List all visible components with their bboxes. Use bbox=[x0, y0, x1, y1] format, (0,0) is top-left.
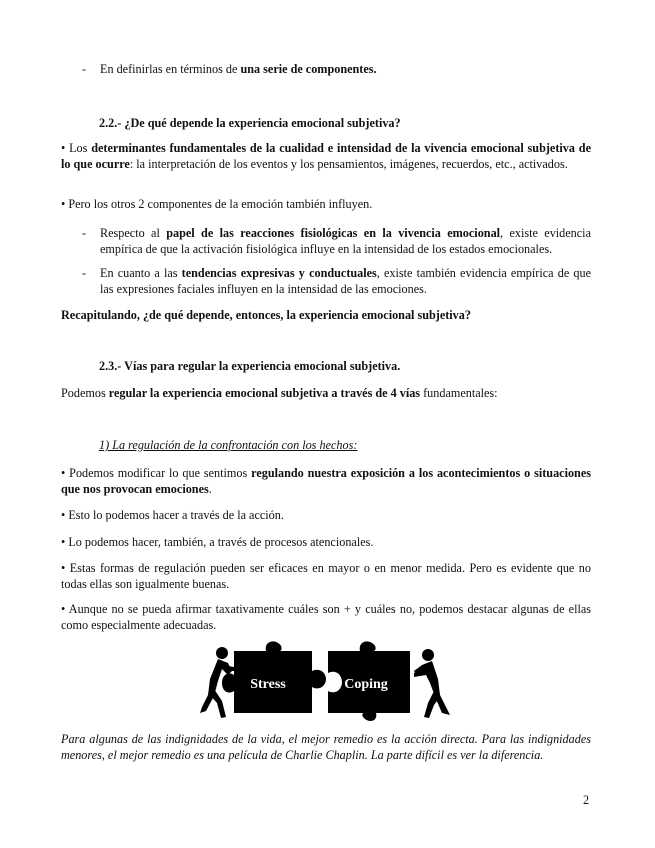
page-number: 2 bbox=[583, 793, 590, 807]
dash-bullet: - bbox=[82, 266, 87, 280]
paragraph-atencionales: • Lo podemos hacer, también, a través de procesos atencionales. bbox=[61, 535, 374, 549]
paragraph-accion: • Esto lo podemos hacer a través de la acción. bbox=[61, 508, 284, 522]
stress-coping-puzzle-illustration bbox=[188, 641, 458, 721]
section-heading-2-3: 2.3.- Vías para regular la experiencia emocional subjetiva. bbox=[99, 359, 401, 373]
paragraph-vias: Podemos regular la experiencia emocional subjetiva a través de 4 vías fundamentales: bbox=[61, 386, 498, 400]
stress-label: Stress bbox=[250, 677, 286, 692]
right-pushing-figure-icon bbox=[414, 649, 450, 718]
coping-label: Coping bbox=[344, 677, 388, 692]
dash-bullet: - bbox=[82, 226, 87, 240]
dash-bullet: - bbox=[82, 62, 87, 76]
recap-question: Recapitulando, ¿de qué depende, entonces, la experiencia emocional subjetiva? bbox=[61, 308, 471, 322]
subsection-heading-1: 1) La regulación de la confrontación con los hechos: bbox=[99, 438, 358, 452]
paragraph-determinantes: • Los determinantes fundamentales de la cualidad e intensidad de la vivencia emocional subjetiva de lo que ocurre: la interpretación de los eventos y los pensamientos, imágenes, recuerdos, etc., activados. bbox=[61, 141, 591, 171]
sub-bullet-expresivas: En cuanto a las tendencias expresivas y conductuales, existe también evidencia empírica de que las expresiones faciales influyen en la intensidad de las emociones. bbox=[100, 266, 591, 296]
quote-paragraph: Para algunas de las indignidades de la vida, el mejor remedio es la acción directa. Para las indignidades menores, el mejor remedio es una película de Charlie Chaplin. La parte difícil es ver la diferencia. bbox=[61, 732, 591, 762]
section-heading-2-2: 2.2.- ¿De qué depende la experiencia emocional subjetiva? bbox=[99, 116, 401, 130]
intro-bullet-text: En definirlas en términos de una serie de componentes. bbox=[100, 62, 377, 76]
paragraph-formas: • Estas formas de regulación pueden ser eficaces en mayor o en menor medida. Pero es evidente que no todas ellas son igualmente buenas. bbox=[61, 561, 591, 591]
paragraph-aunque: • Aunque no se pueda afirmar taxativamente cuáles son + y cuáles no, podemos destacar algunas de ellas como especialmente adecuadas. bbox=[61, 602, 591, 632]
sub-bullet-fisiologicas: Respecto al papel de las reacciones fisiológicas en la vivencia emocional, existe evidencia empírica de que la activación fisiológica influye en la intensidad de los estados emocionales. bbox=[100, 226, 591, 256]
paragraph-modificar: • Podemos modificar lo que sentimos regulando nuestra exposición a los acontecimientos o situaciones que nos provocan emociones. bbox=[61, 466, 591, 496]
paragraph-otros-componentes: • Pero los otros 2 componentes de la emoción también influyen. bbox=[61, 197, 373, 211]
